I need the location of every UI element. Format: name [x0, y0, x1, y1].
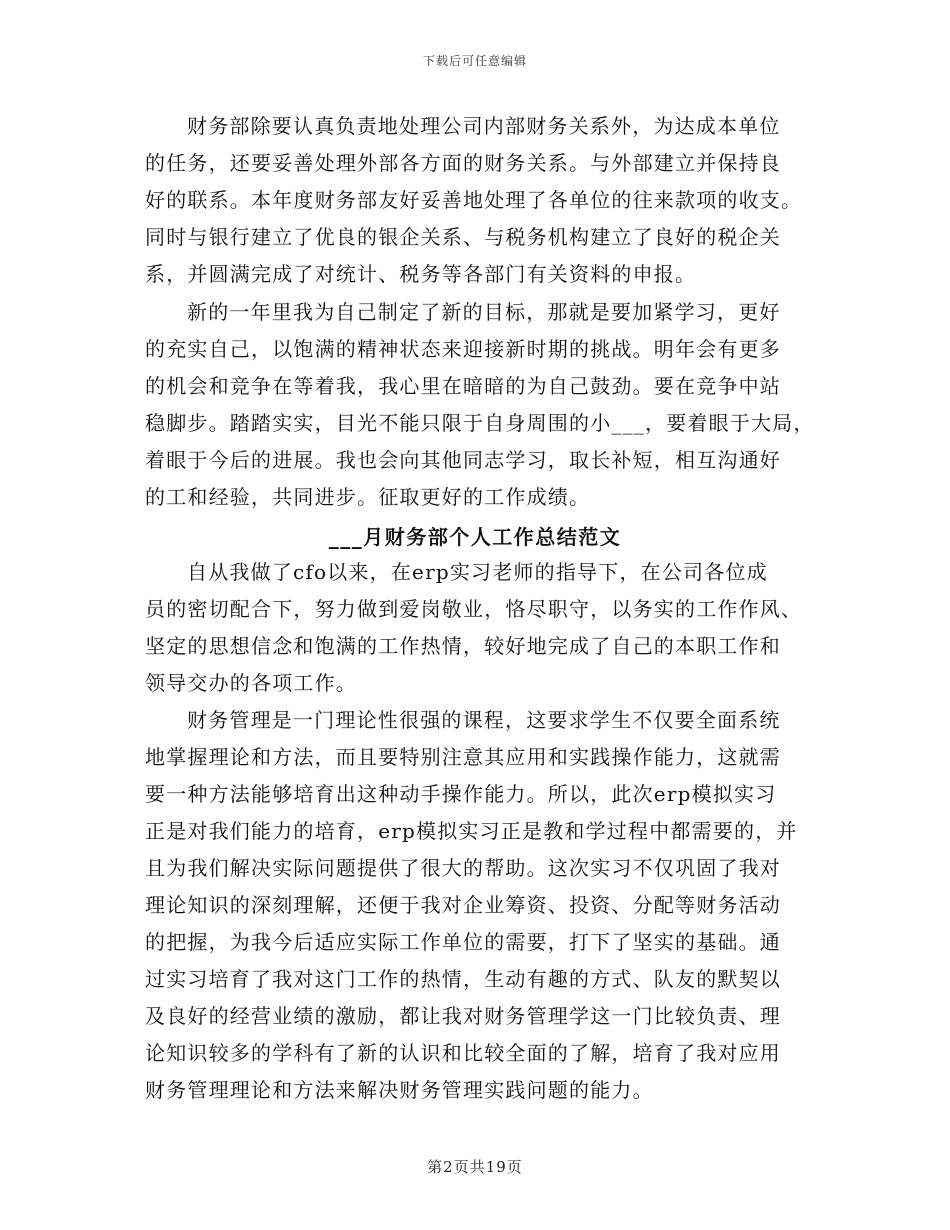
paragraph-line: 正是对我们能力的培育，erp模拟实习正是教和学过程中都需要的，并: [145, 819, 798, 843]
paragraph-line: 论知识较多的学科有了新的认识和比较全面的了解，培育了我对应用: [145, 1041, 781, 1065]
paragraph-line: 理论知识的深刻理解，还便于我对企业筹资、投资、分配等财务活动: [145, 893, 781, 917]
paragraph-line: 领导交办的各项工作。: [145, 671, 357, 695]
paragraph-line: 着眼于今后的进展。我也会向其他同志学习，取长补短，相互沟通好: [145, 448, 781, 472]
paragraph-line: 的工和经验，共同进步。征取更好的工作成绩。: [145, 485, 591, 509]
paragraph-line: 且为我们解决实际问题提供了很大的帮助。这次实习不仅巩固了我对: [145, 856, 781, 880]
paragraph-line: 坚定的思想信念和饱满的工作热情，较好地完成了自己的本职工作和: [145, 634, 781, 658]
paragraph-line: 员的密切配合下，努力做到爱岗敬业，恪尽职守，以务实的工作作风、: [145, 597, 803, 621]
paragraph-line: 及良好的经营业绩的激励，都让我对财务管理学这一门比较负责、理: [145, 1004, 781, 1028]
paragraph-line: 好的联系。本年度财务部友好妥善地处理了各单位的往来款项的收支。: [145, 188, 803, 212]
paragraph-line: 的把握，为我今后适应实际工作单位的需要，打下了坚实的基础。通: [145, 930, 781, 954]
paragraph-line: 的机会和竞争在等着我，我心里在暗暗的为自己鼓劲。要在竞争中站: [145, 374, 781, 398]
paragraph-line: 新的一年里我为自己制定了新的目标，那就是要加紧学习，更好: [187, 300, 781, 324]
page-footer: 第2页共19页: [427, 1158, 523, 1176]
paragraph-line: 过实习培育了我对这门工作的热情，生动有趣的方式、队友的默契以: [145, 967, 781, 991]
paragraph-line: 要一种方法能够培育出这种动手操作能力。所以，此次erp模拟实习: [145, 782, 777, 806]
paragraph-line: 财务部除要认真负责地处理公司内部财务关系外，为达成本单位: [187, 114, 781, 138]
paragraph-line: 稳脚步。踏踏实实，目光不能只限于自身周围的小___，要着眼于大局，: [145, 411, 815, 435]
paragraph-line: 同时与银行建立了优良的银企关系、与税务机构建立了良好的税企关: [145, 225, 781, 249]
section-title: ___月财务部个人工作总结范文: [328, 525, 622, 549]
page-header: 下载后可任意编辑: [422, 54, 527, 68]
paragraph-line: 的充实自己，以饱满的精神状态来迎接新时期的挑战。明年会有更多: [145, 337, 781, 361]
paragraph-line: 自从我做了cfo以来，在erp实习老师的指导下，在公司各位成: [187, 560, 768, 584]
paragraph-line: 的任务，还要妥善处理外部各方面的财务关系。与外部建立并保持良: [145, 151, 781, 175]
paragraph-line: 地掌握理论和方法，而且要特别注意其应用和实践操作能力，这就需: [145, 745, 781, 769]
paragraph-line: 财务管理理论和方法来解决财务管理实践问题的能力。: [145, 1078, 654, 1102]
paragraph-line: 系，并圆满完成了对统计、税务等各部门有关资料的申报。: [145, 262, 697, 286]
paragraph-line: 财务管理是一门理论性很强的课程，这要求学生不仅要全面系统: [187, 708, 781, 732]
